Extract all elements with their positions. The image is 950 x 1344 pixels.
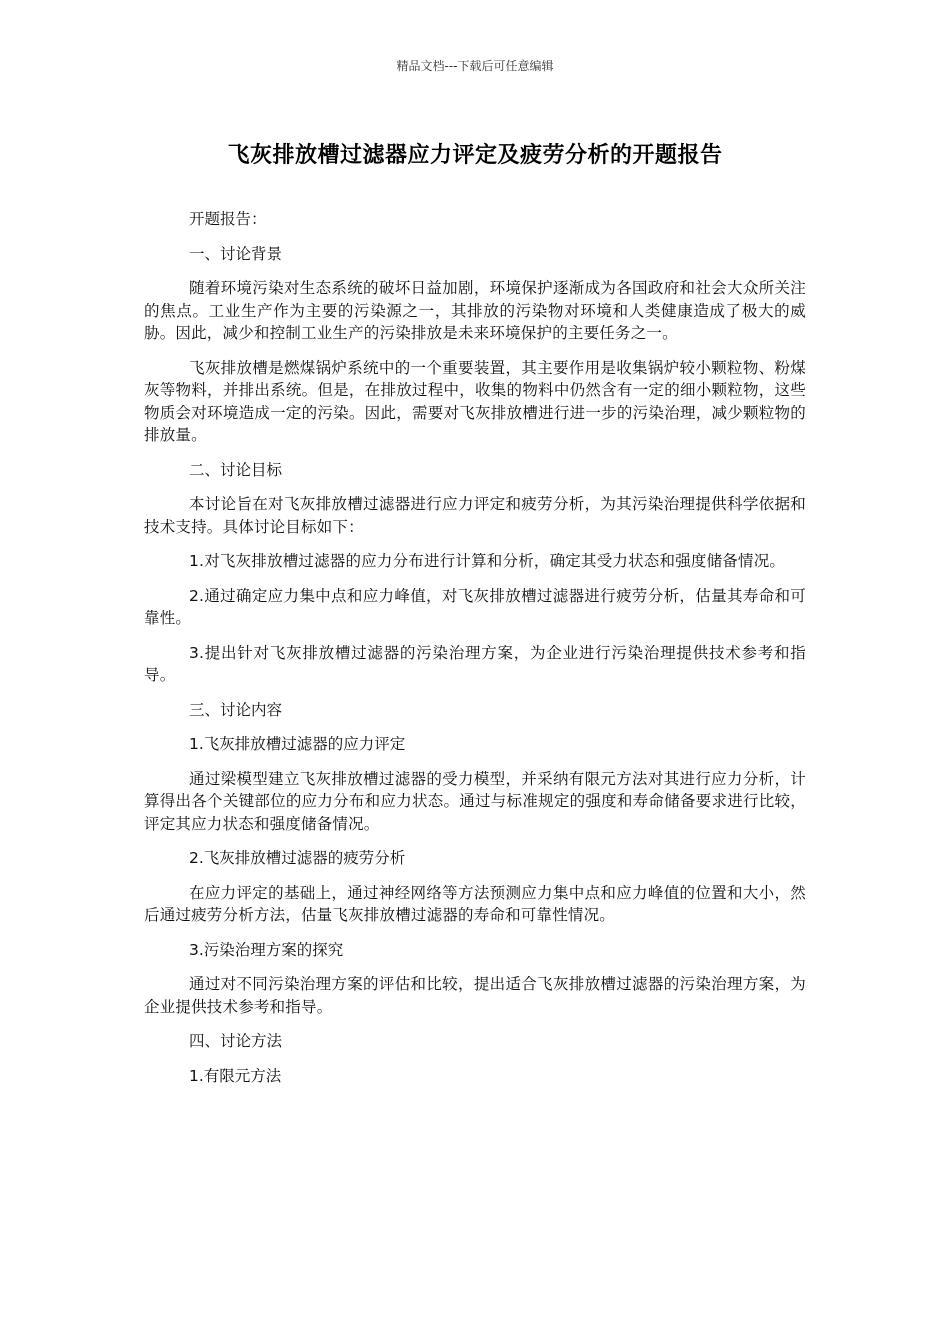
paragraph-background-1: 随着环境污染对生态系统的破坏日益加剧，环境保护逐渐成为各国政府和社会大众所关注的焦点。工业生产作为主要的污染源之一，其排放的污染物对环境和人类健康造成了极大的威胁。因此，减少和控制工业生产的污染排放是未来环境保护的主要任务之一。 [144,279,806,342]
section-heading-methods: 四、讨论方法 [189,1032,283,1050]
document-body [144,208,806,1099]
document-title: 飞灰排放槽过滤器应力评定及疲劳分析的开题报告 [227,143,723,168]
objective-item-1: 1.对飞灰排放槽过滤器的应力分布进行计算和分析，确定其受力状态和强度储备情况。 [189,552,786,570]
section-heading-background: 一、讨论背景 [189,244,283,263]
paragraph-fatigue-analysis: 在应力评定的基础上，通过神经网络等方法预测应力集中点和应力峰值的位置和大小，然后通过疲劳分析方法，估量飞灰排放槽过滤器的寿命和可靠性情况。 [144,883,806,924]
objective-item-3: 3.提出针对飞灰排放槽过滤器的污染治理方案，为企业进行污染治理提供技术参考和指导。 [144,643,806,684]
subheading-fatigue-analysis: 2.飞灰排放槽过滤器的疲劳分析 [189,849,406,867]
subheading-pollution-plan: 3.污染治理方案的探究 [189,940,344,959]
paragraph-objectives-intro: 本讨论旨在对飞灰排放槽过滤器进行应力评定和疲劳分析，为其污染治理提供科学依据和技术支持。具体讨论目标如下： [144,495,806,536]
objective-item-2: 2.通过确定应力集中点和应力峰值，对飞灰排放槽过滤器进行疲劳分析，估量其寿命和可靠性。 [144,586,806,627]
paragraph-background-2: 飞灰排放槽是燃煤锅炉系统中的一个重要装置，其主要作用是收集锅炉较小颗粒物、粉煤灰等物料，并排出系统。但是，在排放过程中，收集的物料中仍然含有一定的细小颗粒物，这些物质会对环境造成一定的污染。因此，需要对飞灰排放槽进行进一步的污染治理，减少颗粒物的排放量。 [144,358,806,444]
section-heading-intro: 开题报告： [189,210,267,228]
paragraph-pollution-plan: 通过对不同污染治理方案的评估和比较，提出适合飞灰排放槽过滤器的污染治理方案，为企业提供技术参考和指导。 [144,975,806,1016]
section-heading-objectives: 二、讨论目标 [189,460,283,479]
paragraph-stress-assessment: 通过梁模型建立飞灰排放槽过滤器的受力模型，并采纳有限元方法对其进行应力分析，计算得出各个关键部位的应力分布和应力状态。通过与标准规定的强度和寿命储备要求进行比较，评定其应力状态和强度储备情况。 [144,769,806,833]
subheading-fem: 1.有限元方法 [189,1066,282,1085]
section-heading-content: 三、讨论内容 [189,700,283,719]
subheading-stress-assessment: 1.飞灰排放槽过滤器的应力评定 [189,735,406,753]
header-note: 精品文档---下载后可任意编辑 [396,59,554,73]
